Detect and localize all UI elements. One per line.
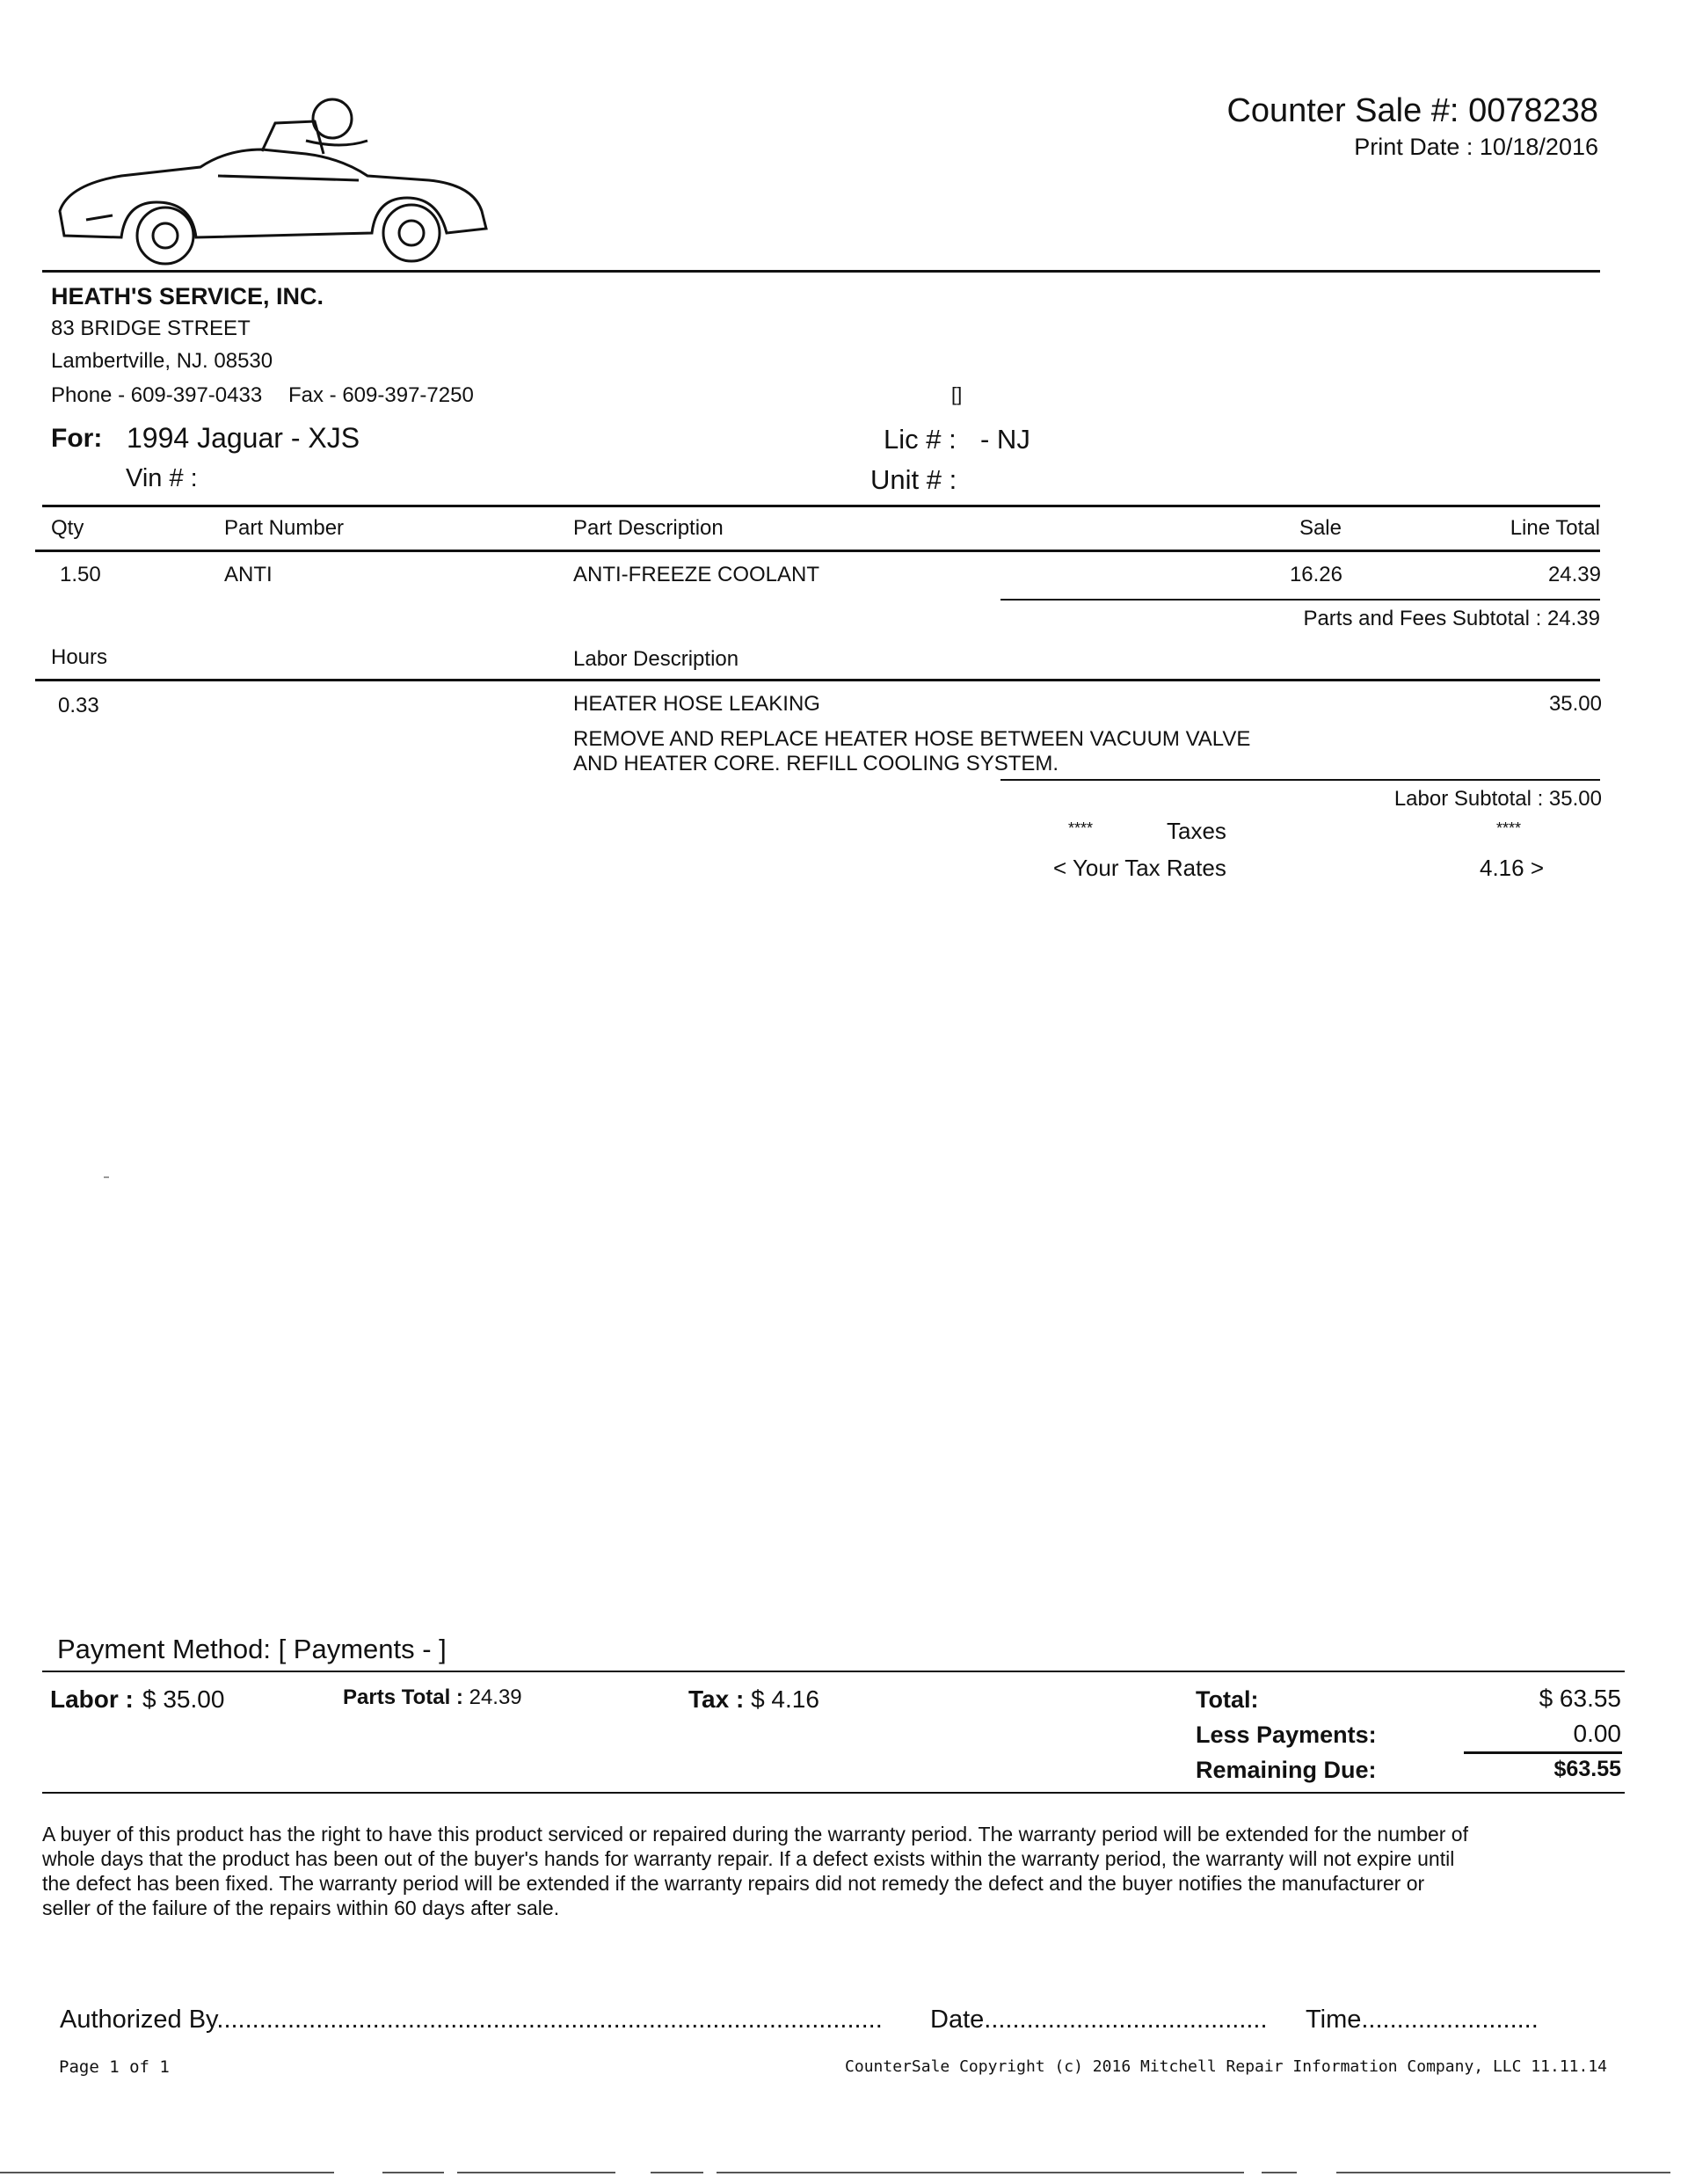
box-mark: [] bbox=[951, 383, 963, 405]
scan-edge-line bbox=[651, 2172, 703, 2173]
scan-speck bbox=[104, 1176, 109, 1178]
page-number: Page 1 of 1 bbox=[59, 2057, 170, 2077]
warranty-text bbox=[42, 1822, 1651, 1920]
less-payments-label: Less Payments: bbox=[1196, 1722, 1377, 1748]
labor-header-bottom-line bbox=[35, 679, 1600, 681]
signature-date: Date........................................ bbox=[930, 2006, 1268, 2034]
summary-parts-total bbox=[343, 1685, 522, 1710]
labor-description: HEATER HOSE LEAKING bbox=[573, 692, 820, 716]
row-sale: 16.26 bbox=[1289, 563, 1342, 586]
col-labor-description-header: Labor Description bbox=[573, 647, 739, 671]
vehicle-description: 1994 Jaguar - XJS bbox=[127, 422, 360, 454]
scan-edge-line bbox=[717, 2172, 1244, 2173]
table-row bbox=[0, 561, 1688, 591]
counter-sale-number: 0078238 bbox=[1468, 92, 1598, 129]
authorized-by: Authorized By.............................................................................................. bbox=[60, 2006, 883, 2034]
print-date-value: 10/18/2016 bbox=[1479, 134, 1598, 160]
summary-tax bbox=[688, 1685, 819, 1714]
warranty-line: seller of the failure of the repairs within 60 days after sale. bbox=[42, 1896, 560, 1919]
col-part-number-header: Part Number bbox=[224, 516, 345, 540]
labor-subtotal-line bbox=[1000, 779, 1600, 781]
col-line-total-header: Line Total bbox=[1510, 516, 1600, 540]
summary-tax-label: Tax : bbox=[688, 1685, 745, 1713]
col-sale-header: Sale bbox=[1299, 516, 1342, 540]
counter-sale-title bbox=[1226, 92, 1598, 130]
lic-label: Lic # : bbox=[884, 424, 957, 455]
signature-time: Time......................... bbox=[1306, 2006, 1539, 2034]
scan-edge-line bbox=[382, 2172, 444, 2173]
row-part-number: ANTI bbox=[224, 563, 273, 586]
scan-edge-line bbox=[1336, 2172, 1670, 2173]
warranty-line: whole days that the product has been out of the buyer's hands for warranty repair. If a defect exists within the warranty period, the warranty will not expire until bbox=[42, 1847, 1455, 1870]
scan-edge-line bbox=[1262, 2172, 1297, 2173]
summary-tax-value: $ 4.16 bbox=[751, 1685, 819, 1713]
less-payments-value: 0.00 bbox=[1573, 1720, 1621, 1747]
labor-detail-line1: REMOVE AND REPLACE HEATER HOSE BETWEEN VACUUM VALVE bbox=[573, 727, 1251, 751]
summary-labor-label: Labor : bbox=[50, 1685, 134, 1713]
list-item bbox=[0, 690, 1688, 787]
col-qty-header: Qty bbox=[51, 516, 84, 540]
remaining-due-label: Remaining Due: bbox=[1196, 1757, 1377, 1783]
labor-amount: 35.00 bbox=[1548, 692, 1602, 716]
vin-label: Vin # : bbox=[126, 464, 198, 492]
labor-detail-line2: AND HEATER CORE. REFILL COOLING SYSTEM. bbox=[573, 752, 1059, 775]
unit-label: Unit # : bbox=[870, 464, 957, 495]
col-hours-header: Hours bbox=[51, 645, 108, 669]
company-fax: Fax - 609-397-7250 bbox=[288, 383, 474, 407]
header-divider bbox=[42, 270, 1600, 273]
scan-edge-line bbox=[0, 2172, 334, 2173]
tax-rates-label: < Your Tax Rates bbox=[1053, 855, 1226, 881]
print-date-label: Print Date : bbox=[1354, 134, 1473, 160]
company-name: HEATH'S SERVICE, INC. bbox=[51, 283, 324, 309]
remaining-due-value: $63.55 bbox=[1553, 1757, 1621, 1781]
lic-value: - NJ bbox=[980, 424, 1030, 455]
total-value: $ 63.55 bbox=[1539, 1685, 1621, 1712]
payment-method: Payment Method: [ Payments - ] bbox=[57, 1634, 447, 1664]
summary-bottom-line bbox=[42, 1792, 1625, 1794]
taxes-stars-right: **** bbox=[1496, 819, 1522, 837]
total-label: Total: bbox=[1196, 1686, 1259, 1713]
taxes-stars-left: **** bbox=[1068, 819, 1094, 837]
payment-line bbox=[42, 1671, 1625, 1672]
labor-subtotal: Labor Subtotal : 35.00 bbox=[1393, 787, 1602, 811]
company-city: Lambertville, NJ. 08530 bbox=[51, 349, 273, 373]
taxes-label: Taxes bbox=[1167, 818, 1226, 844]
row-line-total: 24.39 bbox=[1547, 563, 1601, 586]
parts-header-bottom-line bbox=[35, 550, 1600, 552]
remaining-due-line bbox=[1464, 1751, 1622, 1754]
tax-rates-value: 4.16 > bbox=[1480, 855, 1545, 881]
scan-edge-line bbox=[457, 2172, 615, 2173]
warranty-line: A buyer of this product has the right to have this product serviced or repaired during the warranty period. The warranty period will be extended for the number of bbox=[42, 1823, 1468, 1845]
counter-sale-label: Counter Sale #: bbox=[1226, 92, 1459, 129]
summary-parts-total-value: 24.39 bbox=[469, 1685, 522, 1709]
copyright: CounterSale Copyright (c) 2016 Mitchell Repair Information Company, LLC 11.11.14 bbox=[845, 2057, 1607, 2076]
row-qty: 1.50 bbox=[60, 563, 101, 586]
col-part-description-header: Part Description bbox=[573, 516, 724, 540]
labor-hours: 0.33 bbox=[58, 694, 99, 717]
print-date bbox=[1354, 134, 1598, 161]
summary-parts-total-label: Parts Total : bbox=[343, 1685, 463, 1709]
company-street: 83 BRIDGE STREET bbox=[51, 317, 251, 340]
parts-header-top-line bbox=[42, 505, 1600, 507]
parts-subtotal: Parts and Fees Subtotal : 24.39 bbox=[1303, 607, 1600, 630]
for-label: For: bbox=[51, 424, 103, 453]
company-phone: Phone - 609-397-0433 bbox=[51, 383, 263, 407]
row-description: ANTI-FREEZE COOLANT bbox=[573, 563, 820, 586]
warranty-line: the defect has been fixed. The warranty period will be extended if the warranty repairs did not remedy the defect and the buyer notifies the manufacturer or bbox=[42, 1872, 1425, 1895]
summary-labor-value: $ 35.00 bbox=[142, 1685, 225, 1713]
parts-subtotal-line bbox=[1000, 599, 1600, 601]
car-logo-illustration bbox=[42, 88, 517, 273]
